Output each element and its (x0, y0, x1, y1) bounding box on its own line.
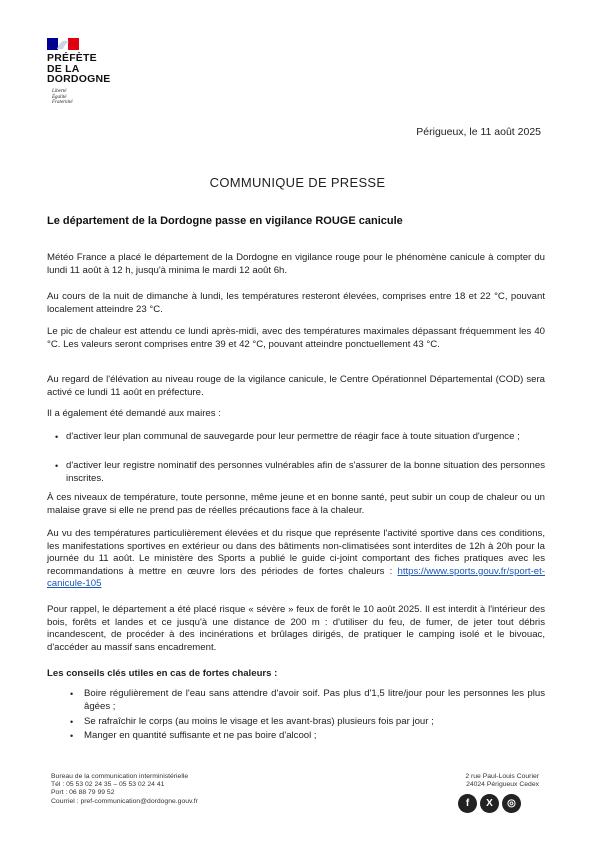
logo-line-1: PRÉFÈTE (47, 52, 97, 64)
advice-title: Les conseils clés utiles en cas de fortes chaleurs : (47, 668, 278, 679)
bullet-icon: • (70, 731, 74, 741)
press-title: COMMUNIQUE DE PRESSE (209, 175, 386, 190)
facebook-icon[interactable]: f (458, 794, 477, 813)
paragraph-2: Au cours de la nuit de dimanche à lundi, les températures resteront élevées, comprises entre 18 et 22 °C, pouvant localement atteindre 23 °C. (47, 291, 545, 315)
bullet-icon: • (55, 432, 59, 442)
headline: Le département de la Dordogne passe en vigilance ROUGE canicule (47, 215, 403, 227)
paragraph-7: Au vu des températures particulièrement élevées et du risque que représente l'activité sportive dans ces conditions, les manifestations sportives en extérieur ou dans des bâtiments non-climatisées sont interdites de 12h à 20h pour la journée du 11 août. Le ministère des Sports a publié le guide ci-joint comportant des fiches pratiques avec les recommandations à mettre en œuvre lors des périodes de fortes chaleurs : https://www.sports.gouv.fr/sport-et-canicule-105 (47, 528, 545, 590)
paragraph-3: Le pic de chaleur est attendu ce lundi après-midi, avec des températures maximales dépassant fréquemment les 40 °C. Les valeurs seront comprises entre 39 et 42 °C, pouvant atteindre ponctuellement 43 °C. (47, 326, 545, 350)
footer-contact: Bureau de la communication interministérielle Tél : 05 53 02 24 35 – 05 53 02 24 41 Port : 06 88 79 99 52 Courriel : pref-communication@dordogne.gouv.fr (51, 773, 198, 805)
prefecture-name (47, 53, 110, 85)
republic-motto: Liberté Égalité Fraternité (52, 89, 73, 105)
sports-guide-link[interactable]: https://www.sports.gouv.fr/sport-et-canicule-105 (47, 565, 545, 590)
marianne-logo-icon (47, 38, 79, 50)
paragraph-5: Il a également été demandé aux maires : (47, 408, 221, 419)
logo-line-2: DE LA (47, 62, 80, 75)
list-item: • d'activer leur registre nominatif des personnes vulnérables afin de s'assurer de la bonne situation des personnes inscrites. (55, 460, 545, 484)
paragraph-4: Au regard de l'élévation au niveau rouge de la vigilance canicule, le Centre Opérationnel Départemental (COD) sera activé ce lundi 11 août en préfecture. (47, 374, 545, 398)
paragraph-6: À ces niveaux de température, toute personne, même jeune et en bonne santé, peut subir un coup de chaleur ou un malaise grave si elle ne prend pas de réelles précautions face à la chaleur. (47, 492, 545, 516)
paragraph-1: Météo France a placé le département de la Dordogne en vigilance rouge pour le phénomène canicule à compter du lundi 11 août à 12 h, jusqu'à minima le mardi 12 août 6h. (47, 252, 545, 276)
list-item: • Manger en quantité suffisante et ne pas boire d'alcool ; (70, 730, 317, 741)
contact-email[interactable]: Courriel : pref-communication@dordogne.gouv.fr (51, 797, 198, 805)
paragraph-8: Pour rappel, le département a été placé risque « sévère » feux de forêt le 10 août 2025. Il est interdit à l'intérieur des bois, forêts et landes et ce jusqu'à une distance de 200 m : d'utiliser du feu, de fumer, de jeter tout débris incandescent, de procéder à des incinérations et brûlages dirigés, de pratiquer le camping isolé et le bivouac, d'accéder au massif sans encadrement. (47, 604, 545, 653)
list-item: • d'activer leur plan communal de sauvegarde pour leur permettre de réagir face à toute situation d'urgence ; (55, 431, 520, 442)
list-item: • Se rafraîchir le corps (au moins le visage et les avant-bras) plusieurs fois par jour ; (70, 716, 434, 727)
bullet-icon: • (55, 461, 59, 471)
list-item: • Boire régulièrement de l'eau sans attendre d'avoir soif. Pas plus d'1,5 litre/jour pour les personnes les plus âgées ; (70, 688, 545, 712)
instagram-icon[interactable]: ◎ (502, 794, 521, 813)
footer-address: 2 rue Paul-Louis Courier 24024 Périgueux Cedex (465, 773, 539, 789)
document-date: Périgueux, le 11 août 2025 (416, 126, 541, 138)
x-icon[interactable]: X (480, 794, 499, 813)
bullet-icon: • (70, 689, 74, 699)
bullet-icon: • (70, 717, 74, 727)
logo-line-3: DORDOGNE (47, 73, 111, 85)
